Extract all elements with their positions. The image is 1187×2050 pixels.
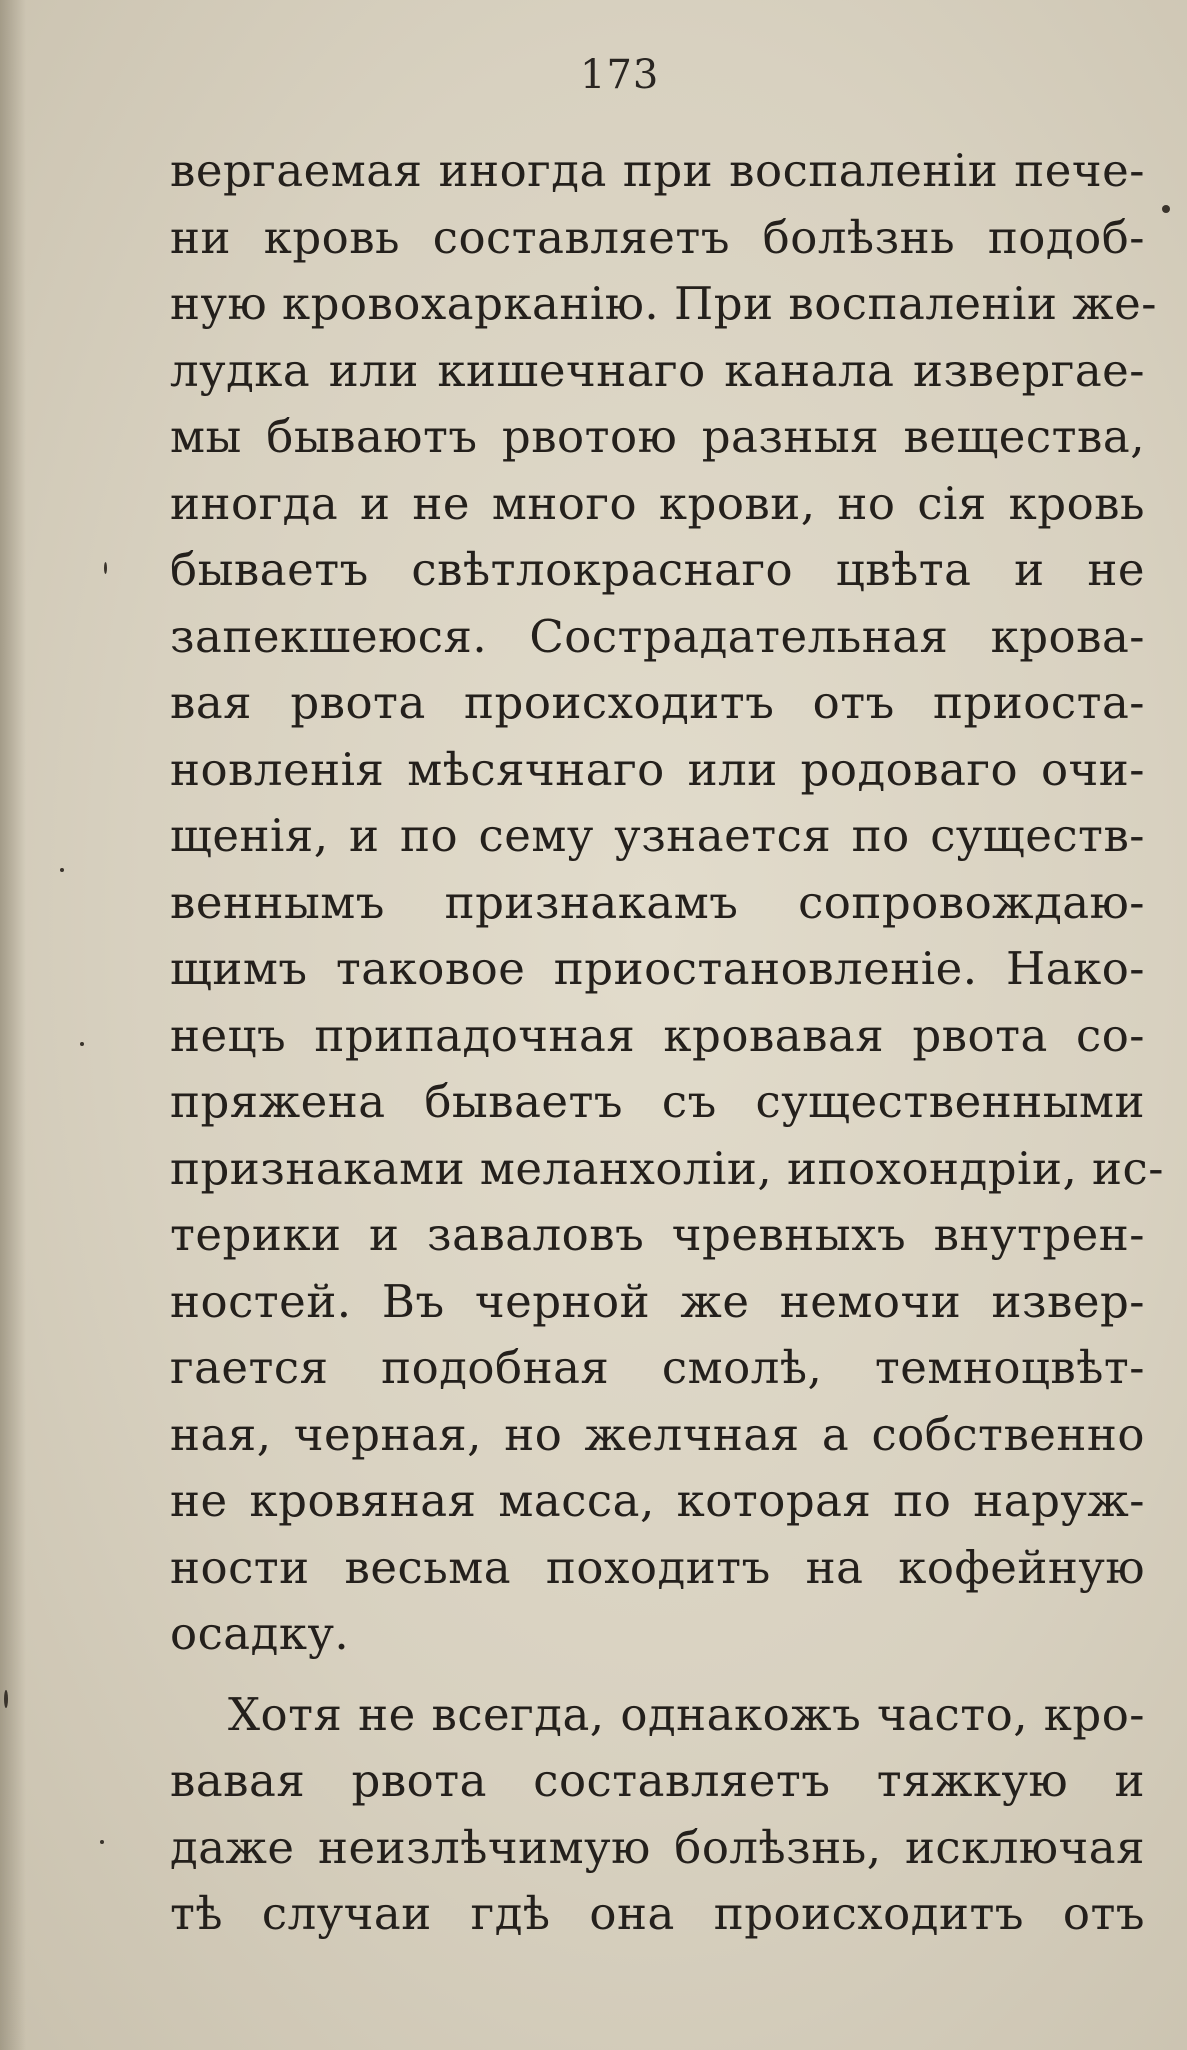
text-line: ни кровь составляетъ болѣзнь подоб- (170, 210, 1145, 264)
text-line: бываетъ свѣтлокраснаго цвѣта и не (170, 543, 1145, 596)
text-line: гается подобная смолѣ, темноцвѣт- (170, 1341, 1145, 1394)
text-line: ную кровохарканію. При воспаленіи же- (170, 277, 1157, 330)
text-line: мы бываютъ рвотою разныя вещества, (170, 410, 1145, 463)
paragraph (170, 138, 1164, 1668)
ink-speck (80, 1042, 84, 1046)
text-line: ностей. Въ черной же немочи извер- (170, 1274, 1145, 1328)
ink-speck (60, 868, 64, 872)
text-line: ная, черная, но желчная а собственно (170, 1407, 1145, 1461)
text-line: вавая рвота составляетъ тяжкую и (170, 1754, 1145, 1807)
body-text (170, 138, 1164, 1948)
text-line: ности весьма походитъ на кофейную (170, 1540, 1145, 1594)
paragraph-gap (170, 1668, 1145, 1682)
ink-speck (1162, 205, 1170, 213)
text-line: вергаемая иногда при воспаленіи пече- (170, 144, 1145, 197)
text-line: щимъ таковое приостановленіе. Нако- (170, 942, 1145, 995)
paragraph (170, 1682, 1145, 1948)
page-edge-shadow (0, 0, 26, 2050)
text-line: даже неизлѣчимую болѣзнь, исключая (170, 1820, 1145, 1874)
text-line: веннымъ признакамъ сопровождаю- (170, 875, 1145, 929)
text-line: осадку. (170, 1607, 350, 1660)
ink-speck (104, 562, 107, 574)
text-line: пряжена бываетъ съ существенными (170, 1075, 1145, 1128)
text-line: новленія мѣсячнаго или родоваго очи- (170, 742, 1145, 796)
text-line: лудка или кишечнаго канала извергае- (170, 343, 1145, 397)
text-line: нецъ припадочная кровавая рвота со- (170, 1008, 1145, 1062)
ink-speck (4, 1690, 8, 1708)
text-line: вая рвота происходитъ отъ приоста- (170, 676, 1145, 729)
text-line: не кровяная масса, которая по наруж- (170, 1474, 1145, 1527)
text-line: Хотя не всегда, однакожъ часто, кро- (228, 1687, 1145, 1741)
text-line: терики и заваловъ чревныхъ внутрен- (170, 1208, 1145, 1261)
page-number: 173 (580, 52, 660, 98)
text-line: иногда и не много крови, но сія кровь (170, 476, 1145, 530)
text-line: запекшеюся. Сострадательная крова- (170, 609, 1145, 663)
ink-speck (100, 1840, 104, 1844)
text-line: тѣ случаи гдѣ она происходитъ отъ (170, 1887, 1145, 1940)
text-line: щенія, и по сему узнается по существ- (170, 809, 1145, 862)
text-line: признаками меланхоліи, ипохондріи, ис- (170, 1141, 1164, 1195)
